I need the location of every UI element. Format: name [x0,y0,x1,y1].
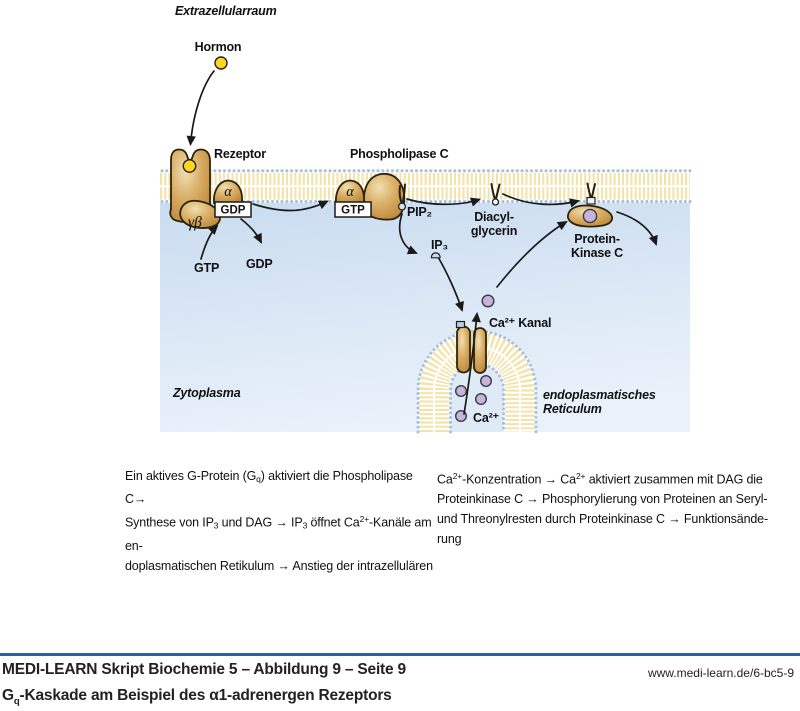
gdp-box-label: GDP [220,204,246,217]
gdp-free-label: GDP [246,257,273,271]
ip3-molecule [432,253,441,258]
pkc-label-2: Kinase C [571,246,623,260]
pkc-label-1: Protein- [574,232,620,246]
phospholipase-label: Phospholipase C [350,147,449,161]
ca-channel-left-subunit [457,327,470,373]
ca-channel-right-subunit [474,328,486,373]
ip3-label: IP₃ [431,238,448,252]
gamma-beta-label: γβ [188,214,202,231]
hormone-ball [215,57,227,69]
footer-url[interactable]: www.medi-learn.de/6-bc5-9 [647,666,794,680]
figure-caption-title: $G_q$-Kaskade am Beispiel des α1-adrenergen Rezeptors [2,687,392,708]
caption-right: $Ca^{2+}$-Konzentration → $Ca^{2+}$ aktiviert zusammen mit DAG die Proteinkinase C → Phosphorylierung von Proteinen an Seryl- und Threonylresten durch Proteinkinase C → Funktionsände- rung [437,471,768,547]
er-label-1: endoplasmatisches [543,388,656,402]
gtp-free-label: GTP [194,261,220,275]
phospholipase-c-complex [335,174,404,220]
cytoplasm-label: Zytoplasma [173,386,241,400]
footer-divider [0,653,800,656]
alpha-plc-label: α [346,184,354,200]
dag-label-1: Diacyl- [474,210,514,224]
dag-label-2: glycerin [470,224,518,238]
alpha-label: α [224,184,232,200]
ca-lumen-label: Ca²⁺ [473,411,499,425]
hormone-bound-ball [183,160,195,172]
pip2-label: PIP₂ [407,205,432,219]
ip3-binding-site [457,322,465,328]
footer-title: MEDI-LEARN Skript Biochemie 5 – Abbildung 9 – Seite 9 [2,661,406,678]
pkc-ca-ion [583,209,596,222]
ca-ion-released [482,295,494,307]
er-label-2: Reticulum [543,402,602,416]
extracellular-label: Extrazellularraum [175,4,277,18]
caption-left: Ein aktives G-Protein $(G_q)$ aktiviert die Phospholipase C→ Synthese von $IP_3$ und DAG → $IP_3$ öffnet $Ca^{2+}$-Kanäle am en- doplasmatischen Retikulum → Anstieg der intrazellulären [125,469,433,573]
ca-channel-label: Ca²⁺ Kanal [489,316,552,330]
gtp-box-label: GTP [341,204,365,217]
hormone-label: Hormon [194,40,242,54]
arrow-hormone-to-receptor [191,71,215,144]
receptor-label: Rezeptor [214,147,266,161]
